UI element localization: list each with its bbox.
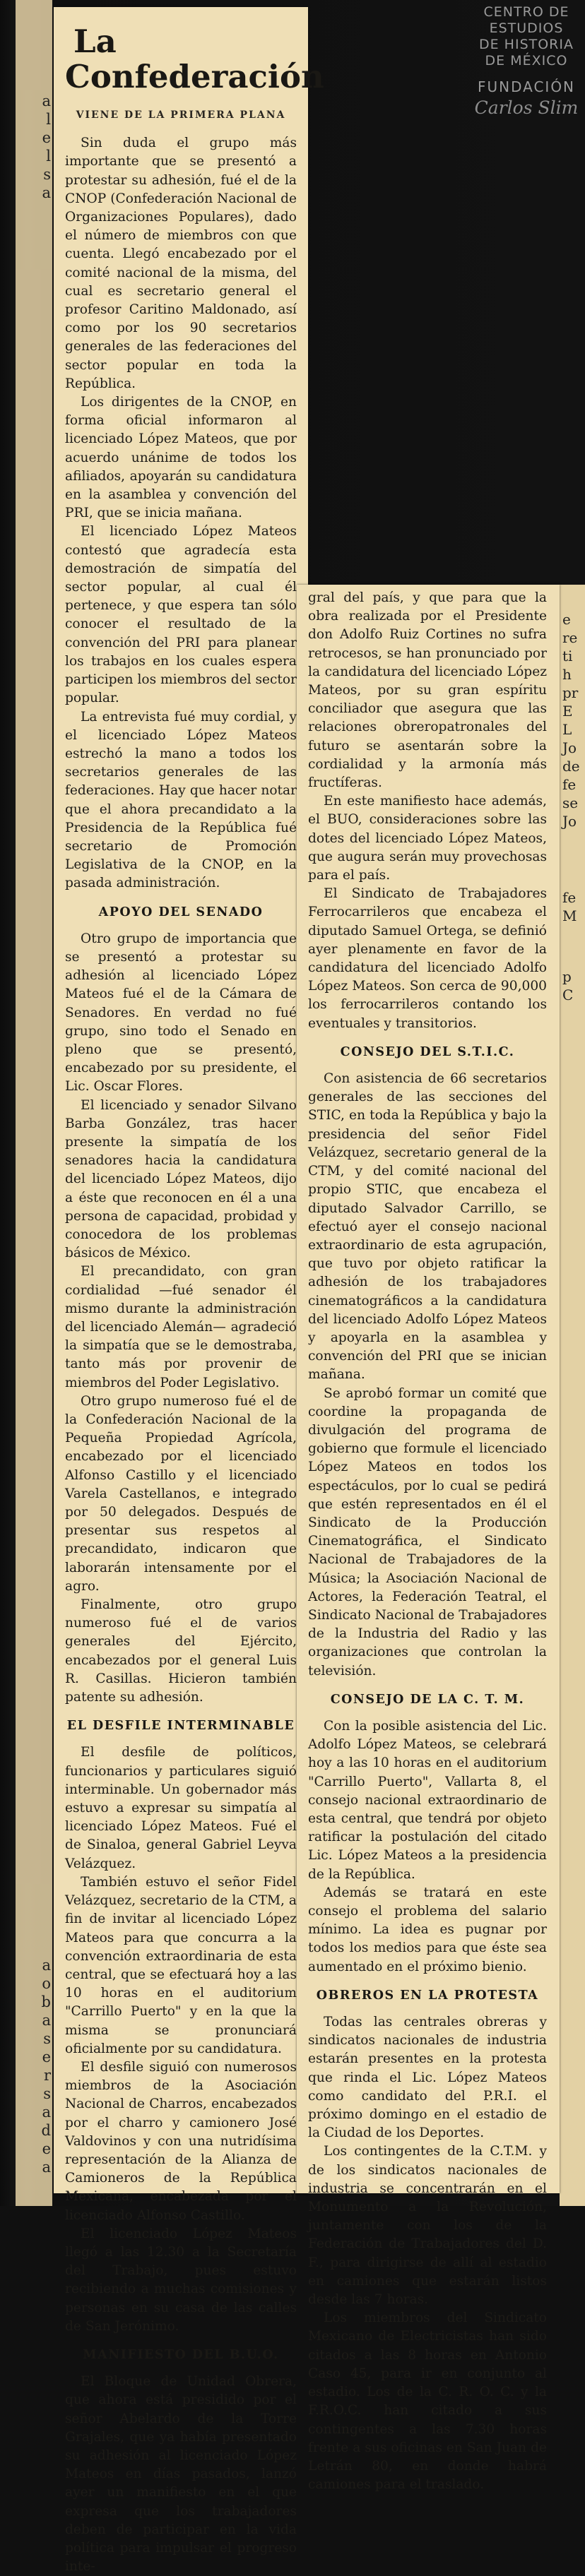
paragraph: Con asistencia de 66 secretarios generales de las secciones del STIC, en toda la República y bajo la presidencia del señor Fidel Velázquez, secretario general de la CTM, y del comité nacional del propio STIC, que encabeza el diputado Salvador Carrillo, se efectuó ayer el consejo nacional extraordinario de esta agrupación, que tuvo por objeto ratificar la adhesión de los trabajadores cinematográficos a la candidatura del licenciado Adolfo López Mateos y apoyarla en la asamblea y convención del PRI que se inician mañana.	[308, 1071, 547, 1383]
archive-watermark	[468, 4, 585, 116]
paragraph: Sin duda el grupo más importante que se presentó a protestar su adhesión, fué el de la CNOP (Confederación Nacional de Organizaciones Populares), dado el número de miembros con que cuenta. Llegó encabezado por el comité nacional de la misma, del cual es secretario general el profesor Caritino Maldonado, así como por los 90 secretarios generales de las federaciones del sector popular en toda la República.	[65, 136, 297, 391]
title-line-1: La	[73, 23, 117, 60]
margin-fragment: fe	[562, 776, 577, 793]
margin-fragment: s	[43, 2030, 51, 2047]
right-margin-fragments	[562, 610, 584, 830]
margin-fragment: pr	[562, 684, 579, 701]
paragraph: Otro grupo numeroso fué el de la Confederación Nacional de la Pequeña Propiedad Agrícola, encabezado por el licenciado Alfonso Castillo y el licenciado Varela Castellanos, e integrado por 50 delegados. Después de presentar sus respetos al precandidato, indicaron que laborarán intensamente por el agro.	[65, 1393, 297, 1594]
title-line-2: Confederación	[65, 58, 324, 95]
margin-fragment: Jo	[562, 813, 577, 830]
margin-fragment: a	[42, 184, 51, 201]
margin-fragment: e	[42, 129, 51, 146]
margin-fragment: o	[42, 1975, 51, 1992]
paragraph: El desfile siguió con numerosos miembros de la Asociación Nacional de Charros, encabezados por el charro y camionero José Valdovinos y con una nutridísima representación de la Alianza de Camioneros de la República Mexicana, encabezada por el licenciado Alfonso Castillo.	[65, 2059, 297, 2223]
paragraph: Con la posible asistencia del Lic. Adolfo López Mateos, se celebrará hoy a las 10 horas en el auditorium "Carrillo Puerto", Vallarta 8, el consejo nacional extraordinario de esta central, que tendrá por objeto ratificar la postulación del citado Lic. López Mateos a la presidencia de la República.	[308, 1718, 547, 1882]
margin-fragment: e	[562, 611, 571, 628]
margin-fragment: a	[42, 93, 51, 109]
margin-fragment: s	[43, 2085, 51, 2102]
margin-fragment: r	[43, 2067, 51, 2084]
watermark-line: ESTUDIOS	[489, 20, 564, 36]
watermark-foundation: FUNDACIÓN	[477, 78, 576, 95]
margin-fragment: de	[562, 758, 580, 775]
subhead-apoyo-senado: APOYO DEL SENADO	[98, 905, 264, 919]
margin-fragment: M	[562, 907, 577, 924]
watermark-line: CENTRO DE	[483, 4, 569, 20]
margin-fragment: h	[562, 666, 572, 683]
paragraph: El Bloque de Unidad Obrera, que ahora está presidido por el señor Abelardo de la Torre Grajales, que ya había presentado su adhesión al licenciado López Mateos en días pasados, lanzó ayer un manifiesto en el que expresa que los trabajadores deben de participar en la vida política para impulsar el progreso inte-	[65, 2374, 297, 2575]
margin-fragment: l	[46, 111, 51, 128]
margin-fragment: a	[42, 2104, 51, 2121]
margin-fragment: s	[43, 166, 51, 183]
paragraph: Los contingentes de la C.T.M. y de los sindicatos nacionales de industria se concentrarán en el Monumento a la Revolución, juntamente con los de la Federación de Trabajadores del D. F., para dirigirse de allí al estadio en camiones que estarán listos desde las 7 horas.	[308, 2144, 547, 2308]
margin-fragment: C	[562, 986, 574, 1003]
article-column-2	[308, 589, 547, 2494]
subhead-desfile: EL DESFILE INTERMINABLE	[66, 1719, 295, 1734]
watermark-line: DE HISTORIA	[479, 37, 574, 52]
paragraph: También estuvo el señor Fidel Velázquez, secretario de la CTM, a fin de invitar al licenciado López Mateos para que concurra a la convención extraordinaria de esta central, que se efectuará hoy a las 10 horas en el auditorium "Carrillo Puerto" y en la que la misma se pronunciará oficialmente por su candidatura.	[65, 1874, 297, 2056]
margin-fragment: L	[562, 721, 572, 738]
paragraph: El licenciado López Mateos contestó que agradecía esta demostración de simpatía del sector popular, al cual él pertenece, y que espera tan sólo conocer el resultado de la convención del PRI para planear los trabajos en los cuales espera participen los miembros del sector popular.	[65, 524, 297, 706]
paragraph: El licenciado y senador Silvano Barba González, tras hacer presente la simpatía de los senadores hacia la candidatura del licenciado López Mateos, dijo a éste que reconocen en él a una persona de capacidad, probidad y conocedora de los problemas básicos de México.	[65, 1097, 297, 1261]
margin-fragment: l	[46, 148, 51, 165]
paragraph: Los miembros del Sindicato Mexicano de Electricistas han sido citados a las 8 horas en Antonio Caso 45, para ir en conjunto al estadio. Los de la C. R. O. C. y la F.R.O.C. han citado a sus contingentes a las 7.30 horas frente a sus oficinas en San Juan de Letrán 80, en donde habrá camiones para el traslado.	[308, 2310, 547, 2493]
left-margin-fragments-bottom	[17, 1956, 51, 2176]
subhead-obreros-protesta: OBREROS EN LA PROTESTA	[316, 1988, 539, 2003]
left-margin-fragments-top	[17, 92, 51, 202]
margin-fragment: ti	[562, 648, 573, 664]
margin-fragment: b	[41, 1993, 51, 2010]
paragraph: Además se tratará en este consejo el problema del salario mínimo. La idea es pugnar por todos los medios para que éste sea aumentado en el próximo bienio.	[308, 1885, 547, 1974]
margin-fragment: a	[42, 2159, 51, 2176]
paragraph: Los dirigentes de la CNOP, en forma oficial informaron al licenciado López Mateos, que por acuerdo unánime de todos los afiliados, apoyarán su candidatura en la asamblea y convención del PRI, que se inicia mañana.	[65, 395, 297, 521]
right-margin-fragments-2	[562, 888, 584, 1004]
margin-fragment: re	[562, 629, 578, 646]
paragraph: Finalmente, otro grupo numeroso fué el de varios generales del Ejército, encabezados por el general Luis R. Casillas. Hicieron también patente su adhesión.	[65, 1597, 297, 1705]
right-neighbor-clipping	[560, 585, 585, 2206]
margin-fragment: p	[562, 968, 572, 985]
paragraph: Todas las centrales obreras y sindicatos nacionales de industria estarán presentes en la protesta que rinda el Lic. López Mateos como candidato del P.R.I. el próximo domingo en el estadio de la Ciudad de los Deportes.	[308, 2015, 547, 2141]
subhead-consejo-ctm: CONSEJO DE LA C. T. M.	[330, 1692, 525, 1707]
watermark-line: DE MÉXICO	[485, 53, 568, 68]
article-column-1	[65, 23, 324, 2576]
margin-fragment: a	[42, 1957, 51, 1974]
article-title	[65, 23, 324, 95]
margin-fragment: e	[42, 2140, 51, 2157]
margin-fragment: a	[42, 2012, 51, 2029]
paragraph: Otro grupo de importancia que se presentó a protestar su adhesión al licenciado López Mateos fué el de la Cámara de Senadores. En verdad no fué grupo, sino todo el Senado en pleno que se presentó, encabezado por su presidente, el Lic. Oscar Flores.	[65, 931, 297, 1095]
paragraph: El desfile de políticos, funcionarios y particulares siguió interminable. Un gobernador más estuvo a expresar su simpatía al licenciado López Mateos. Fué el de Sinaloa, general Gabriel Leyva Velázquez.	[65, 1745, 297, 1871]
margin-fragment: d	[41, 2122, 51, 2139]
paragraph: En este manifiesto hace además, el BUO, consideraciones sobre las dotes del licenciado López Mateos, que augura serán muy provechosas para el país.	[308, 794, 547, 883]
paragraph: El precandidato, con gran cordialidad —fué senador él mismo durante la administración del licenciado Alemán— agradeció la simpatía que se le demostraba, tanto más por provenir de miembros del Poder Legislativo.	[65, 1264, 297, 1390]
margin-fragment: se	[562, 794, 579, 811]
paragraph: La entrevista fué muy cordial, y el licenciado López Mateos estrechó la mano a todos los secretarios generales de las federaciones. Hay que hacer notar que el ahora precandidato a la Presidencia de la República fué secretario de Promoción Legislativa de la CNOP, en la pasada administración.	[65, 709, 297, 891]
paragraph: El Sindicato de Trabajadores Ferrocarrileros que encabeza el diputado Samuel Ortega, se definió ayer plenamente en favor de la candidatura del licenciado Adolfo López Mateos. Son cerca de 90,000 los ferrocarrileros contando los eventuales y transitorios.	[308, 886, 547, 1031]
paragraph: El licenciado López Mateos llegó a las 12.30 a la Secretaría del Trabajo, pues estuvo recibiendo a muchas comisiones y personas en su casa de las calles de San Jerónimo.	[65, 2226, 297, 2334]
margin-fragment: E	[562, 703, 573, 720]
paragraph: gral del país, y que para que la obra realizada por el Presidente don Adolfo Ruiz Cortines no sufra retrocesos, se han pronunciado por la candidatura del licenciado López Mateos, por su gran espíritu conciliador que asegura que las relaciones obreropatronales del futuro se asentarán sobre la cordialidad y la armonía más fructíferas.	[308, 590, 547, 791]
margin-fragment: e	[42, 2049, 51, 2065]
watermark-signature: Carlos Slim	[474, 97, 579, 118]
continuation-kicker: VIENE DE LA PRIMERA PLANA	[76, 109, 286, 121]
paragraph: Se aprobó formar un comité que coordine la propaganda de divulgación del programa de gobierno que formule el licenciado López Mateos en todos los espectáculos, por lo cual se pedirá que estén representados en él el Sindicato de la Producción Cinematográfica, el Sindicato Nacional de Trabajadores de la Música; la Asociación Nacional de Actores, la Federación Teatral, el Sindicato Nacional de Trabajadores de la Industria del Radio y las organizaciones que controlan la televisión.	[308, 1385, 547, 1678]
left-neighbor-clipping	[16, 0, 52, 2206]
subhead-consejo-stic: CONSEJO DEL S.T.I.C.	[340, 1044, 515, 1059]
margin-fragment: fe	[562, 889, 577, 906]
subhead-manifiesto-buo: MANIFIESTO DEL B.U.O.	[83, 2347, 279, 2362]
margin-fragment: Jo	[562, 739, 577, 756]
